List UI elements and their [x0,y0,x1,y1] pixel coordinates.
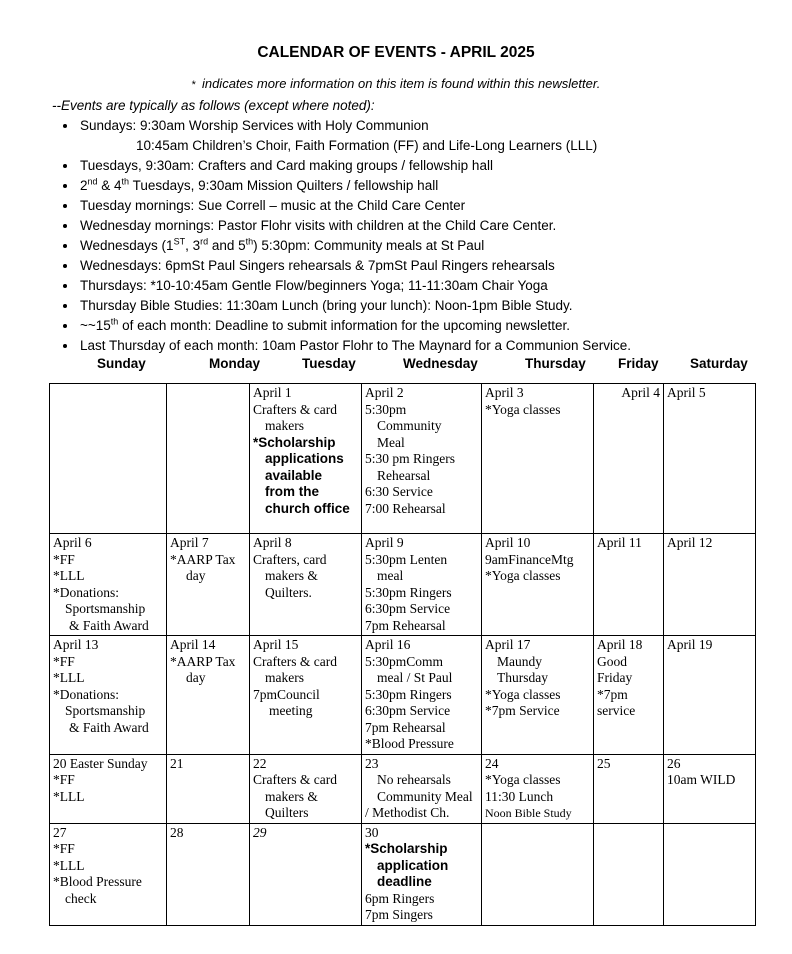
day-cell [167,384,250,534]
day-cell: April 8 Crafters, card makers & Quilters. [250,534,362,636]
day-cell [664,823,756,925]
calendar-grid [49,383,756,926]
day-cell: April 5 [664,384,756,534]
list-item: • Tuesdays, 9:30am: Crafters and Card making groups / fellowship hall [78,156,792,176]
day-header-wednesday: Wednesday [403,356,478,371]
day-header-friday: Friday [618,356,659,371]
day-cell: April 15 Crafters & card makers 7pmCouncil meeting [250,636,362,755]
legend-note-text: indicates more information on this item is found within this newsletter. [201,76,601,91]
day-cell: 27 *FF *LLL *Blood Pressure check [50,823,167,925]
day-cell: April 9 5:30pm Lenten meal 5:30pm Ringers 6:30pm Service 7pm Rehearsal [362,534,482,636]
list-item-sub: 10:45am Children’s Choir, Faith Formation (FF) and Life-Long Learners (LLL) [136,138,598,153]
day-cell [594,823,664,925]
day-cell: April 16 5:30pmComm meal / St Paul 5:30pm Ringers 6:30pm Service 7pm Rehearsal *Blood Pressure [362,636,482,755]
list-item: • ~~15th of each month: Deadline to submit information for the upcoming newsletter. [78,316,792,336]
day-cell: April 18 Good Friday *7pm service [594,636,664,755]
list-item: • Sundays: 9:30am Worship Services with Holy Communion 10:45am Children’s Choir, Faith Formation (FF) and Life-Long Learners (LLL) [78,116,792,156]
day-cell: April 6 *FF *LLL *Donations: Sportsmanship & Faith Award [50,534,167,636]
day-cell: April 17 Maundy Thursday *Yoga classes *7pm Service [482,636,594,755]
day-cell: 26 10am WILD [664,754,756,823]
day-cell: April 4 [594,384,664,534]
list-item: • Wednesdays (1ST, 3rd and 5th) 5:30pm: Community meals at St Paul [78,236,792,256]
day-cell: 29 [250,823,362,925]
asterisk-icon: * [191,79,196,91]
day-cell: April 12 [664,534,756,636]
day-cell: April 11 [594,534,664,636]
day-header-thursday: Thursday [525,356,586,371]
week-row [50,534,756,636]
day-cell: April 2 5:30pm Community Meal 5:30 pm Ringers Rehearsal 6:30 Service 7:00 Rehearsal [362,384,482,534]
intro-text: --Events are typically as follows (except where noted): [52,98,375,113]
day-header-saturday: Saturday [690,356,748,371]
week-row [50,636,756,755]
list-item: • Tuesday mornings: Sue Correll – music at the Child Care Center [78,196,792,216]
week-row [50,754,756,823]
day-cell: 20 Easter Sunday *FF *LLL [50,754,167,823]
day-cell [50,384,167,534]
day-cell: 24 *Yoga classes 11:30 Lunch Noon Bible Study [482,754,594,823]
events-list [58,116,792,356]
week-row [50,823,756,925]
week-row [50,384,756,534]
list-item: • Wednesdays: 6pmSt Paul Singers rehearsals & 7pmSt Paul Ringers rehearsals [78,256,792,276]
list-item: • 2nd & 4th Tuesdays, 9:30am Mission Quilters / fellowship hall [78,176,792,196]
list-item: • Last Thursday of each month: 10am Pastor Flohr to The Maynard for a Communion Service. [78,336,792,356]
legend-note [0,76,792,91]
day-cell: April 1 Crafters & card makers *Scholarship applications available from the church office [250,384,362,534]
calendar-title: CALENDAR OF EVENTS - APRIL 2025 [257,44,535,61]
day-cell: April 19 [664,636,756,755]
list-item: • Wednesday mornings: Pastor Flohr visits with children at the Child Care Center. [78,216,792,236]
day-cell: April 7 *AARP Tax day [167,534,250,636]
day-header-sunday: Sunday [97,356,146,371]
day-cell: April 14 *AARP Tax day [167,636,250,755]
day-cell: 30 *Scholarship application deadline 6pm Ringers 7pm Singers [362,823,482,925]
day-cell [482,823,594,925]
day-cell: 21 [167,754,250,823]
day-cell: 28 [167,823,250,925]
day-header-tuesday: Tuesday [302,356,356,371]
day-cell: 23 No rehearsals Community Meal / Methodist Ch. [362,754,482,823]
day-cell: April 10 9amFinanceMtg *Yoga classes [482,534,594,636]
list-item: • Thursdays: *10-10:45am Gentle Flow/beginners Yoga; 11-11:30am Chair Yoga [78,276,792,296]
day-header-monday: Monday [209,356,261,371]
day-cell: 25 [594,754,664,823]
day-cell: April 3 *Yoga classes [482,384,594,534]
day-cell: 22 Crafters & card makers & Quilters [250,754,362,823]
day-cell: April 13 *FF *LLL *Donations: Sportsmanship & Faith Award [50,636,167,755]
list-item: • Thursday Bible Studies: 11:30am Lunch (bring your lunch): Noon-1pm Bible Study. [78,296,792,316]
